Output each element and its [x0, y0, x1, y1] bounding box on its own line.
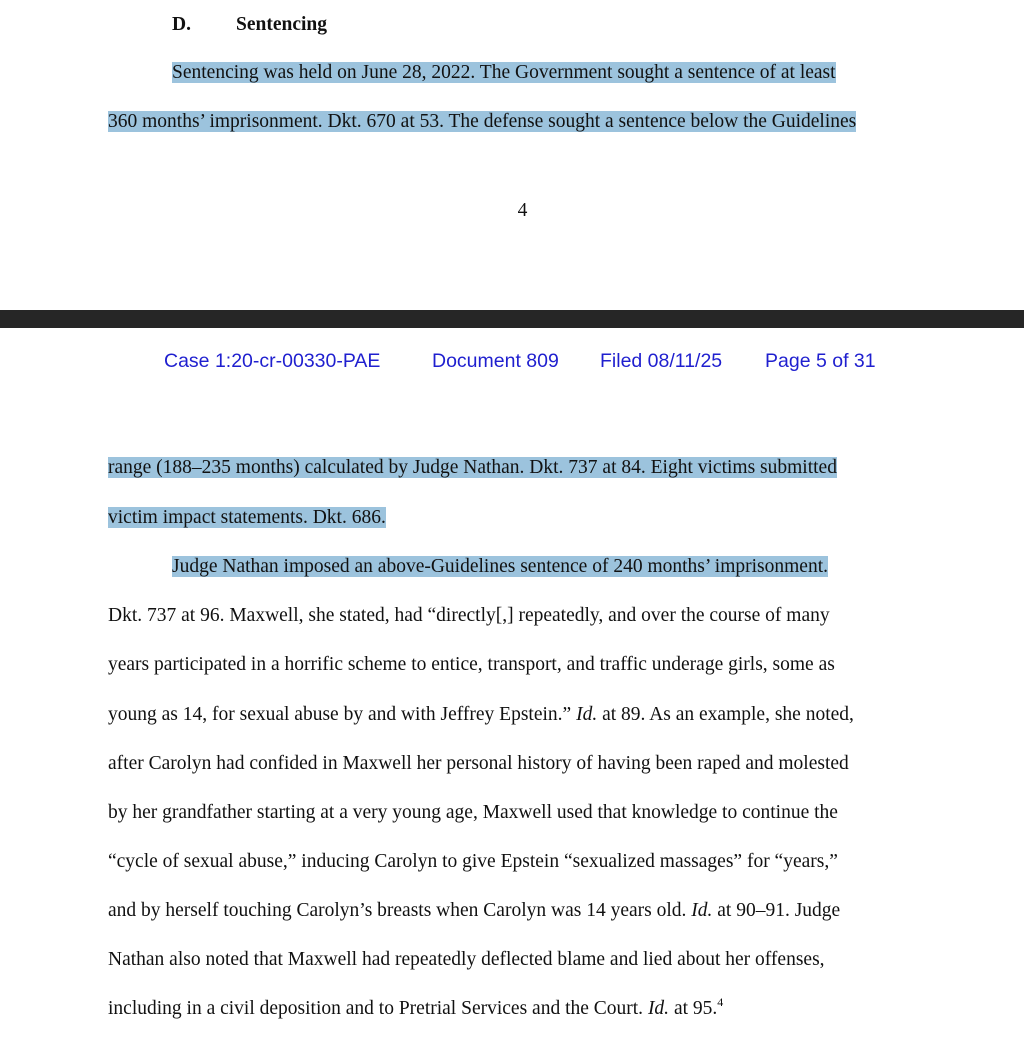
citation-id: Id. — [691, 900, 713, 921]
page-indicator: Page 5 of 31 — [765, 350, 876, 372]
para2-line-4 — [108, 700, 854, 730]
text-segment: and by herself touching Carolyn’s breasts when Carolyn was 14 years old. — [108, 900, 692, 921]
para2-line-5: after Carolyn had confided in Maxwell her personal history of having been raped and molested — [108, 753, 849, 774]
para2-line-1[interactable] — [172, 552, 828, 582]
case-header — [0, 346, 1024, 376]
text-segment: including in a civil deposition and to Pretrial Services and the Court. — [108, 998, 648, 1019]
page4-text-line-2[interactable] — [108, 107, 856, 137]
page5-text-line-2[interactable] — [108, 503, 386, 533]
para2-line-3: years participated in a horrific scheme to entice, transport, and traffic underage girls, some as — [108, 654, 835, 675]
citation-id: Id. — [647, 998, 670, 1019]
highlighted-text[interactable]: 360 months’ imprisonment. Dkt. 670 at 53. The defense sought a sentence below the Guidelines — [108, 111, 857, 132]
page-number: 4 — [517, 200, 528, 221]
para2-line-9: Nathan also noted that Maxwell had repeatedly deflected blame and lied about her offenses, — [108, 949, 825, 970]
para2-line-2: Dkt. 737 at 96. Maxwell, she stated, had “directly[,] repeatedly, and over the course of many — [108, 605, 830, 626]
para2-line-10 — [108, 994, 723, 1024]
document-number: Document 809 — [432, 350, 559, 372]
highlighted-text[interactable]: range (188–235 months) calculated by Judge Nathan. Dkt. 737 at 84. Eight victims submitted — [108, 457, 837, 478]
para2-line-7: “cycle of sexual abuse,” inducing Carolyn to give Epstein “sexualized massages” for “years,” — [108, 851, 838, 872]
text-segment: at 95. — [669, 998, 718, 1019]
highlighted-text[interactable]: Judge Nathan imposed an above-Guidelines sentence of 240 months’ imprisonment. — [172, 556, 828, 577]
text-segment: young as 14, for sexual abuse by and with Jeffrey Epstein.” — [108, 704, 577, 725]
case-number: Case 1:20-cr-00330-PAE — [164, 350, 381, 372]
section-title: Sentencing — [236, 14, 328, 35]
section-letter: D. — [172, 14, 191, 35]
para2-line-6: by her grandfather starting at a very young age, Maxwell used that knowledge to continue the — [108, 802, 838, 823]
citation-id: Id. — [576, 704, 598, 725]
footnote-reference[interactable]: 4 — [717, 995, 724, 1009]
text-segment: at 90–91. Judge — [712, 900, 841, 921]
page-break-divider — [0, 310, 1024, 328]
highlighted-text[interactable]: victim impact statements. Dkt. 686. — [108, 507, 386, 528]
text-segment: at 89. As an example, she noted, — [597, 704, 854, 725]
para2-line-8 — [108, 896, 840, 926]
highlighted-text[interactable]: Sentencing was held on June 28, 2022. The Government sought a sentence of at least — [172, 62, 836, 83]
page4-text-line-1[interactable] — [172, 58, 836, 88]
filed-date: Filed 08/11/25 — [600, 350, 723, 372]
page5-text-line-1[interactable] — [108, 453, 837, 483]
